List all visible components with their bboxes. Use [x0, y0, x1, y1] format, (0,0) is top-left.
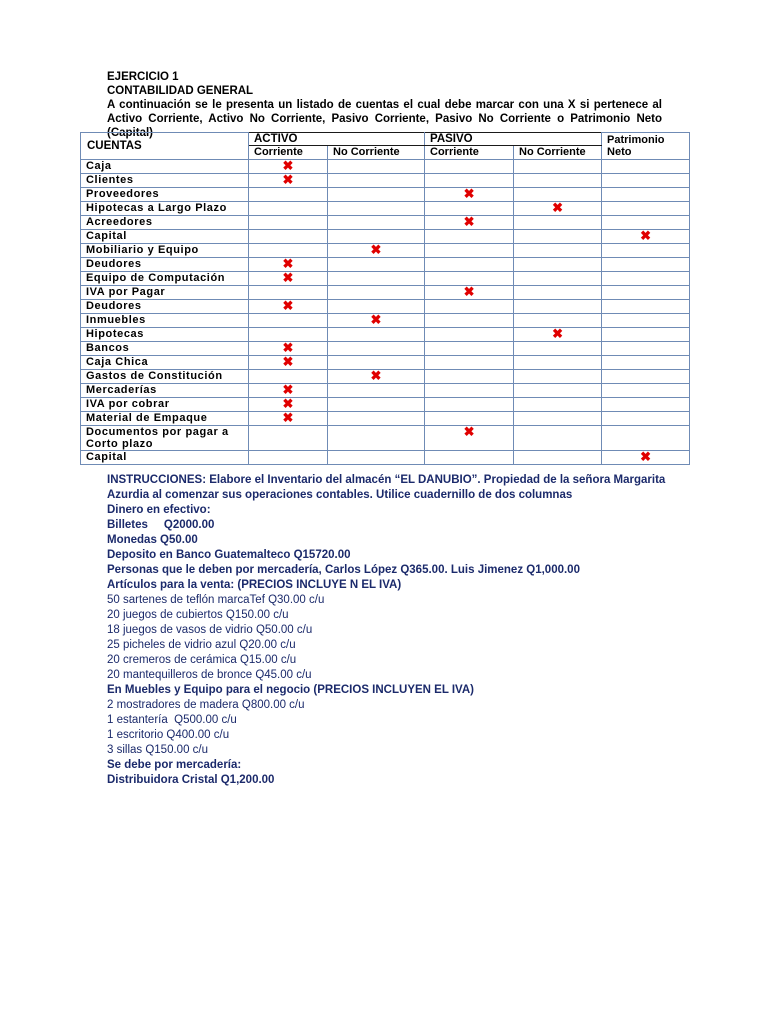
account-name: Deudores — [81, 257, 249, 271]
owed-title: Se debe por mercadería: — [107, 759, 242, 771]
account-name: Clientes — [81, 173, 249, 187]
x-mark-icon: ✖ — [370, 367, 382, 383]
table-row — [81, 369, 690, 383]
table-row — [81, 257, 690, 271]
mark-cell-patrimonio — [602, 397, 690, 411]
table-row — [81, 355, 690, 369]
articles-title: Artículos para la venta: (PRECIOS INCLUYE N EL IVA) — [107, 579, 402, 591]
account-name: Hipotecas — [81, 327, 249, 341]
account-name: Hipotecas a Largo Plazo — [81, 201, 249, 215]
table-row — [81, 201, 690, 215]
mark-cell-patrimonio — [602, 327, 690, 341]
cash-title: Dinero en efectivo: — [107, 504, 211, 516]
table-row — [81, 313, 690, 327]
mark-cell-activo-no-corriente — [328, 243, 425, 257]
cash-item-billetes: Billetes Q2000.00 — [107, 519, 215, 531]
furniture-title: En Muebles y Equipo para el negocio (PRECIOS INCLUYEN EL IVA) — [107, 684, 474, 696]
mark-cell-activo-no-corriente — [328, 285, 425, 299]
mark-cell-patrimonio — [602, 271, 690, 285]
mark-cell-activo-no-corriente — [328, 187, 425, 201]
account-name: Mercaderías — [81, 383, 249, 397]
mark-cell-activo-corriente — [249, 425, 328, 450]
x-mark-icon: ✖ — [282, 297, 294, 313]
mark-cell-patrimonio — [602, 187, 690, 201]
mark-cell-pasivo-no-corriente — [514, 215, 602, 229]
account-name: Documentos por pagar a Corto plazo — [81, 425, 249, 450]
instructions-text: INSTRUCCIONES: Elabore el Inventario del almacén “EL DANUBIO”. Propiedad de la señora Margarita Azurdia al comenzar sus operaciones contables. Utilice cuadernillo de dos columnas — [107, 474, 666, 501]
accounts-table — [80, 132, 690, 465]
mark-cell-activo-no-corriente — [328, 201, 425, 215]
furniture-item: 1 escritorio Q400.00 c/u — [107, 729, 230, 741]
table-row — [81, 159, 690, 173]
instructions-section — [107, 473, 707, 788]
account-name: Gastos de Constitución — [81, 369, 249, 383]
mark-cell-activo-no-corriente — [328, 313, 425, 327]
mark-cell-patrimonio — [602, 450, 690, 464]
mark-cell-patrimonio — [602, 341, 690, 355]
mark-cell-patrimonio — [602, 243, 690, 257]
table-row — [81, 187, 690, 201]
mark-cell-activo-no-corriente — [328, 341, 425, 355]
mark-cell-pasivo-corriente — [425, 285, 514, 299]
mark-cell-patrimonio — [602, 285, 690, 299]
account-name: Equipo de Computación — [81, 271, 249, 285]
x-mark-icon: ✖ — [552, 199, 563, 215]
x-mark-icon: ✖ — [370, 241, 382, 257]
header-pasivo-no-corriente: No Corriente — [514, 146, 602, 159]
mark-cell-activo-no-corriente — [328, 425, 425, 450]
mark-cell-activo-no-corriente — [328, 397, 425, 411]
mark-cell-patrimonio — [602, 425, 690, 450]
account-name: Material de Empaque — [81, 411, 249, 425]
article-item: 20 juegos de cubiertos Q150.00 c/u — [107, 609, 289, 621]
owed-line: Distribuidora Cristal Q1,200.00 — [107, 774, 275, 786]
mark-cell-pasivo-no-corriente — [514, 327, 602, 341]
mark-cell-pasivo-corriente — [425, 313, 514, 327]
mark-cell-activo-corriente — [249, 271, 328, 285]
mark-cell-patrimonio — [602, 201, 690, 215]
mark-cell-pasivo-corriente — [425, 383, 514, 397]
mark-cell-activo-no-corriente — [328, 173, 425, 187]
mark-cell-activo-corriente — [249, 313, 328, 327]
mark-cell-activo-corriente — [249, 450, 328, 464]
mark-cell-activo-corriente — [249, 355, 328, 369]
x-mark-icon: ✖ — [463, 213, 475, 229]
mark-cell-activo-no-corriente — [328, 411, 425, 425]
x-mark-icon: ✖ — [282, 255, 294, 271]
article-item: 50 sartenes de teflón marcaTef Q30.00 c/u — [107, 594, 325, 606]
article-item: 20 mantequilleros de bronce Q45.00 c/u — [107, 669, 312, 681]
header-activo-corriente: Corriente — [249, 146, 328, 159]
mark-cell-activo-corriente — [249, 173, 328, 187]
accounts-table-body — [81, 159, 690, 464]
mark-cell-activo-corriente — [249, 411, 328, 425]
mark-cell-pasivo-corriente — [425, 355, 514, 369]
mark-cell-pasivo-no-corriente — [514, 173, 602, 187]
mark-cell-pasivo-no-corriente — [514, 299, 602, 313]
subject-title: CONTABILIDAD GENERAL — [107, 85, 254, 97]
mark-cell-pasivo-no-corriente — [514, 425, 602, 450]
cash-item-monedas: Monedas Q50.00 — [107, 534, 198, 546]
table-row — [81, 327, 690, 341]
mark-cell-pasivo-corriente — [425, 327, 514, 341]
header-activo-no-corriente: No Corriente — [328, 146, 425, 159]
mark-cell-activo-corriente — [249, 215, 328, 229]
x-mark-icon: ✖ — [640, 448, 651, 464]
mark-cell-patrimonio — [602, 257, 690, 271]
mark-cell-activo-no-corriente — [328, 257, 425, 271]
x-mark-icon: ✖ — [282, 381, 294, 397]
mark-cell-pasivo-corriente — [425, 341, 514, 355]
article-item: 25 picheles de vidrio azul Q20.00 c/u — [107, 639, 296, 651]
mark-cell-patrimonio — [602, 369, 690, 383]
mark-cell-pasivo-no-corriente — [514, 411, 602, 425]
table-row — [81, 411, 690, 425]
table-row — [81, 450, 690, 464]
x-mark-icon: ✖ — [282, 269, 294, 285]
x-mark-icon: ✖ — [463, 423, 475, 439]
mark-cell-pasivo-no-corriente — [514, 257, 602, 271]
x-mark-icon: ✖ — [282, 395, 294, 411]
mark-cell-patrimonio — [602, 313, 690, 327]
mark-cell-activo-no-corriente — [328, 159, 425, 173]
mark-cell-pasivo-no-corriente — [514, 159, 602, 173]
mark-cell-pasivo-no-corriente — [514, 341, 602, 355]
account-name: Proveedores — [81, 187, 249, 201]
mark-cell-pasivo-no-corriente — [514, 397, 602, 411]
mark-cell-pasivo-corriente — [425, 369, 514, 383]
table-row — [81, 215, 690, 229]
account-name: IVA por Pagar — [81, 285, 249, 299]
mark-cell-pasivo-corriente — [425, 229, 514, 243]
article-item: 18 juegos de vasos de vidrio Q50.00 c/u — [107, 624, 313, 636]
exercise-title: EJERCICIO 1 — [107, 71, 179, 83]
x-mark-icon: ✖ — [640, 227, 651, 243]
mark-cell-activo-no-corriente — [328, 327, 425, 341]
mark-cell-activo-no-corriente — [328, 369, 425, 383]
mark-cell-pasivo-corriente — [425, 450, 514, 464]
mark-cell-patrimonio — [602, 411, 690, 425]
header-activo: ACTIVO — [249, 133, 425, 146]
x-mark-icon: ✖ — [463, 185, 475, 201]
mark-cell-pasivo-no-corriente — [514, 271, 602, 285]
mark-cell-patrimonio — [602, 383, 690, 397]
header-patrimonio: Patrimonio Neto — [602, 133, 690, 160]
mark-cell-activo-corriente — [249, 229, 328, 243]
mark-cell-activo-corriente — [249, 201, 328, 215]
mark-cell-activo-corriente — [249, 187, 328, 201]
mark-cell-pasivo-no-corriente — [514, 369, 602, 383]
x-mark-icon: ✖ — [463, 283, 475, 299]
account-name: Caja — [81, 159, 249, 173]
mark-cell-pasivo-no-corriente — [514, 229, 602, 243]
x-mark-icon: ✖ — [282, 157, 294, 173]
table-row — [81, 229, 690, 243]
table-row — [81, 397, 690, 411]
account-name: Bancos — [81, 341, 249, 355]
account-name: Deudores — [81, 299, 249, 313]
mark-cell-patrimonio — [602, 355, 690, 369]
x-mark-icon: ✖ — [370, 311, 382, 327]
account-name: IVA por cobrar — [81, 397, 249, 411]
x-mark-icon: ✖ — [282, 171, 294, 187]
mark-cell-pasivo-corriente — [425, 299, 514, 313]
mark-cell-pasivo-corriente — [425, 257, 514, 271]
account-name: Acreedores — [81, 215, 249, 229]
table-row — [81, 285, 690, 299]
header-cuentas: CUENTAS — [81, 133, 249, 160]
table-row — [81, 383, 690, 397]
x-mark-icon: ✖ — [552, 325, 563, 341]
mark-cell-activo-no-corriente — [328, 271, 425, 285]
account-name: Caja Chica — [81, 355, 249, 369]
account-name: Capital — [81, 229, 249, 243]
furniture-item: 1 estantería Q500.00 c/u — [107, 714, 237, 726]
intro-text: A continuación se le presenta un listado de cuentas el cual debe marcar con una X si pertenece al Activo Corriente, Activo No Corriente, Pasivo Corriente, Pasivo No Corriente o Patrimonio Neto (Capital) — [107, 99, 662, 139]
mark-cell-pasivo-corriente — [425, 215, 514, 229]
mark-cell-activo-corriente — [249, 299, 328, 313]
mark-cell-pasivo-corriente — [425, 159, 514, 173]
mark-cell-patrimonio — [602, 159, 690, 173]
table-row — [81, 299, 690, 313]
mark-cell-pasivo-corriente — [425, 425, 514, 450]
mark-cell-pasivo-corriente — [425, 187, 514, 201]
account-name: Mobiliario y Equipo — [81, 243, 249, 257]
account-name: Inmuebles — [81, 313, 249, 327]
header-pasivo: PASIVO — [425, 133, 602, 146]
exercise-header — [107, 70, 662, 140]
mark-cell-activo-no-corriente — [328, 383, 425, 397]
furniture-item: 3 sillas Q150.00 c/u — [107, 744, 209, 756]
furniture-item: 2 mostradores de madera Q800.00 c/u — [107, 699, 305, 711]
mark-cell-pasivo-no-corriente — [514, 201, 602, 215]
mark-cell-patrimonio — [602, 173, 690, 187]
mark-cell-pasivo-no-corriente — [514, 243, 602, 257]
x-mark-icon: ✖ — [282, 409, 294, 425]
deposit-line: Deposito en Banco Guatemalteco Q15720.00 — [107, 549, 351, 561]
x-mark-icon: ✖ — [282, 353, 294, 369]
table-row — [81, 271, 690, 285]
debtors-line: Personas que le deben por mercadería, Carlos López Q365.00. Luis Jimenez Q1,000.00 — [107, 564, 580, 576]
mark-cell-activo-no-corriente — [328, 215, 425, 229]
mark-cell-patrimonio — [602, 299, 690, 313]
mark-cell-pasivo-no-corriente — [514, 383, 602, 397]
mark-cell-patrimonio — [602, 229, 690, 243]
mark-cell-pasivo-corriente — [425, 397, 514, 411]
mark-cell-pasivo-no-corriente — [514, 285, 602, 299]
mark-cell-pasivo-corriente — [425, 243, 514, 257]
mark-cell-pasivo-no-corriente — [514, 450, 602, 464]
table-row — [81, 341, 690, 355]
table-row — [81, 173, 690, 187]
header-pasivo-corriente: Corriente — [425, 146, 514, 159]
table-row — [81, 243, 690, 257]
article-item: 20 cremeros de cerámica Q15.00 c/u — [107, 654, 297, 666]
table-row — [81, 425, 690, 450]
account-name: Capital — [81, 450, 249, 464]
mark-cell-pasivo-no-corriente — [514, 355, 602, 369]
x-mark-icon: ✖ — [282, 339, 294, 355]
mark-cell-activo-no-corriente — [328, 450, 425, 464]
